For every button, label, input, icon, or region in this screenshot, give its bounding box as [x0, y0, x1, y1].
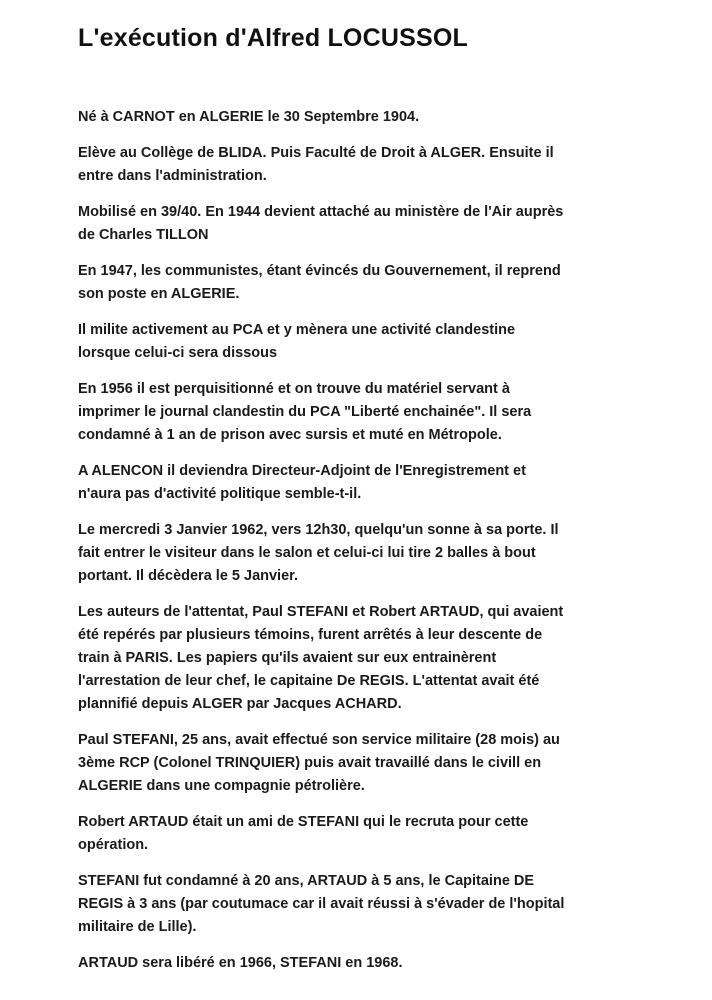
paragraph-line: Paul STEFANI, 25 ans, avait effectué son service militaire (28 mois) au: [78, 732, 560, 748]
paragraph: [78, 601, 658, 716]
paragraph: [78, 519, 658, 588]
paragraph-line: Il milite activement au PCA et y mènera une activité clandestine: [78, 322, 516, 338]
paragraph-line: plannifié depuis ALGER par Jacques ACHARD.: [78, 696, 402, 712]
paragraph-line: ARTAUD sera libéré en 1966, STEFANI en 1968.: [78, 955, 403, 971]
paragraph: [78, 142, 658, 188]
document-body: [78, 106, 658, 988]
paragraph-line: son poste en ALGERIE.: [78, 286, 240, 302]
paragraph-line: Mobilisé en 39/40. En 1944 devient attaché au ministère de l'Air auprès: [78, 204, 564, 220]
paragraph-line: opération.: [78, 837, 149, 853]
paragraph: [78, 952, 658, 975]
paragraph-line: été repérés par plusieurs témoins, furent arrêtés à leur descente de: [78, 627, 543, 643]
paragraph-line: n'aura pas d'activité politique semble-t-il.: [78, 486, 362, 502]
paragraph-line: Robert ARTAUD était un ami de STEFANI qui le recruta pour cette: [78, 814, 529, 830]
paragraph-line: train à PARIS. Les papiers qu'ils avaient sur eux entrainèrent: [78, 650, 497, 666]
paragraph: [78, 870, 658, 939]
paragraph-line: 3ème RCP (Colonel TRINQUIER) puis avait travaillé dans le civill en: [78, 755, 542, 771]
paragraph-line: Le mercredi 3 Janvier 1962, vers 12h30, quelqu'un sonne à sa porte. Il: [78, 522, 559, 538]
paragraph-line: fait entrer le visiteur dans le salon et celui-ci lui tire 2 balles à bout: [78, 545, 536, 561]
paragraph: [78, 460, 658, 506]
paragraph-line: Né à CARNOT en ALGERIE le 30 Septembre 1904.: [78, 109, 420, 125]
paragraph-line: imprimer le journal clandestin du PCA "Liberté enchainée". Il sera: [78, 404, 532, 420]
paragraph: [78, 201, 658, 247]
paragraph-line: Les auteurs de l'attentat, Paul STEFANI et Robert ARTAUD, qui avaient: [78, 604, 564, 620]
paragraph-line: En 1947, les communistes, étant évincés du Gouvernement, il reprend: [78, 263, 561, 279]
paragraph-line: lorsque celui-ci sera dissous: [78, 345, 278, 361]
paragraph: [78, 319, 658, 365]
paragraph: [78, 106, 658, 129]
paragraph-line: Elève au Collège de BLIDA. Puis Faculté de Droit à ALGER. Ensuite il: [78, 145, 554, 161]
paragraph-line: REGIS à 3 ans (par coutumace car il avait réussi à s'évader de l'hopital: [78, 896, 565, 912]
paragraph-line: En 1956 il est perquisitionné et on trouve du matériel servant à: [78, 381, 510, 397]
document-title: L'exécution d'Alfred LOCUSSOL: [78, 24, 468, 52]
paragraph-line: ALGERIE dans une compagnie pétrolière.: [78, 778, 365, 794]
paragraph-line: militaire de Lille).: [78, 919, 197, 935]
paragraph-line: condamné à 1 an de prison avec sursis et muté en Métropole.: [78, 427, 502, 443]
paragraph-line: entre dans l'administration.: [78, 168, 267, 184]
paragraph: [78, 378, 658, 447]
paragraph: [78, 260, 658, 306]
paragraph-line: STEFANI fut condamné à 20 ans, ARTAUD à 5 ans, le Capitaine DE: [78, 873, 535, 889]
paragraph-line: portant. Il décèdera le 5 Janvier.: [78, 568, 299, 584]
paragraph-line: de Charles TILLON: [78, 227, 209, 243]
paragraph: [78, 811, 658, 857]
paragraph-line: l'arrestation de leur chef, le capitaine De REGIS. L'attentat avait été: [78, 673, 540, 689]
paragraph: [78, 729, 658, 798]
paragraph-line: A ALENCON il deviendra Directeur-Adjoint de l'Enregistrement et: [78, 463, 526, 479]
